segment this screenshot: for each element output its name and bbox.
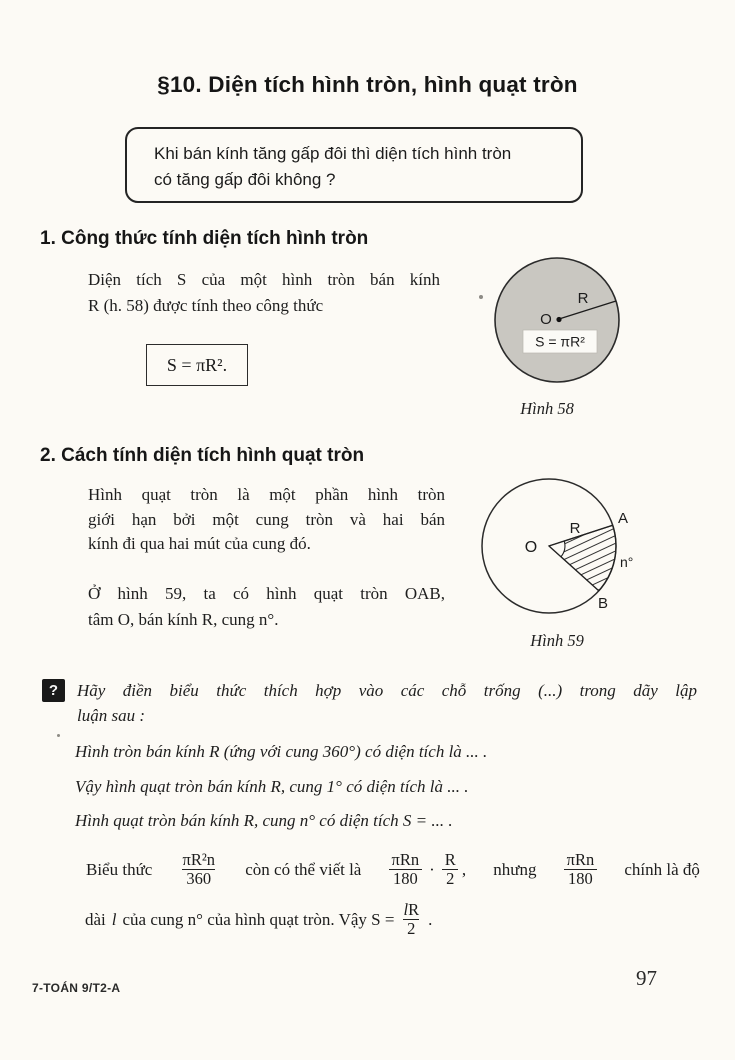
center-label: O [524,539,538,556]
multiplication-dot: · [429,859,435,879]
derivation-text: Biểu thức [86,859,153,879]
formula-label: S = πR² [535,333,585,350]
fraction-numerator: πR²n [182,850,216,869]
text-line: Ở hình 59, ta có hình quạt tròn OAB, [88,584,445,603]
radius-label: R [577,290,589,307]
fraction-numerator: R [444,850,456,869]
center-dot [556,317,561,322]
fraction-pi-rn-over-180 [564,851,598,889]
center-label: O [540,311,552,328]
page-number: 97 [636,966,657,990]
circle-area-formula-box [146,344,248,386]
question-mark-icon: ? [42,679,65,702]
text-line: R (h. 58) được tính theo công thức [88,296,324,315]
question-prompt [77,679,697,728]
derivation-text: còn có thể viết là [245,859,362,879]
page-title: §10. Diện tích hình tròn, hình quạt tròn [157,72,578,97]
intro-box-line: có tăng gấp đôi không ? [154,170,336,189]
point-a-label: A [618,510,629,527]
text-line: Hình quạt tròn là một phần hình tròn [88,485,445,504]
fraction-denominator: 360 [182,869,215,888]
text-line: kính đi qua hai mút của cung đó. [88,534,311,553]
section1-paragraph [88,267,440,319]
arc-length-symbol: l [403,900,409,919]
figure-58-circle-diagram [470,248,670,393]
section1-heading: 1. Công thức tính diện tích hình tròn [40,228,369,249]
figure-59-sector-diagram [468,462,678,627]
fraction-denominator: 2 [442,869,458,888]
section2-paragraph-1 [88,483,445,557]
fill-in-statement-3: Hình quạt tròn bán kính R, cung n° có diện tích S = ... . [75,811,453,830]
period: . [428,909,433,929]
fraction-denominator: 180 [564,869,597,888]
point-b-label: B [598,595,609,612]
fraction-lr-over-2 [400,901,422,939]
section2-heading: 2. Cách tính diện tích hình quạt tròn [40,445,365,466]
fraction-pi-r2n-over-360 [180,851,219,889]
text-line: Diện tích S của một hình tròn bán kính [88,270,440,289]
fraction-numerator [400,901,422,919]
derivation-text: dài [85,909,106,929]
fraction-r-over-2 [442,851,459,889]
derivation-line-1 [86,851,700,889]
radius-symbol: R [408,900,420,919]
section2-paragraph-2 [88,581,445,633]
derivation-line-2 [85,901,432,939]
fraction-denominator: 180 [389,869,422,888]
fraction-numerator: πRn [391,850,420,869]
arc-angle-label: n° [620,554,634,570]
fill-in-statement-2: Vậy hình quạt tròn bán kính R, cung 1° có diện tích là ... . [75,777,469,796]
radius-label: R [569,520,581,537]
derivation-text: nhưng [493,859,537,879]
intro-box-line: Khi bán kính tăng gấp đôi thì diện tích hình tròn [154,144,512,163]
circle-area-formula: S = πR². [166,354,228,375]
text-line: luận sau : [77,705,145,725]
derivation-text: của cung n° của hình quạt tròn. Vậy S = [122,909,395,929]
fraction-denominator: 2 [403,919,419,938]
text-line: tâm O, bán kính R, cung n°. [88,610,279,629]
scan-speck [479,295,483,299]
print-signature: 7-TOÁN 9/T2-A [32,981,121,995]
figure-58-caption: Hình 58 [520,399,574,418]
product-expression [389,851,467,889]
scan-speck [57,734,60,737]
fraction-numerator: πRn [566,850,595,869]
intro-question-box [125,127,583,203]
fraction-pi-rn-over-180 [389,851,423,889]
text-line: giới hạn bởi một cung tròn và hai bán [88,509,445,529]
arc-length-symbol: l [111,909,117,929]
comma: , [461,859,467,879]
fill-in-statement-1: Hình tròn bán kính R (ứng với cung 360°) có diện tích là ... . [75,742,488,761]
derivation-text: chính là độ [624,859,700,879]
figure-59-caption: Hình 59 [530,631,584,650]
text-line: Hãy điền biểu thức thích hợp vào các chỗ trống (...) trong dãy lập [77,681,697,700]
